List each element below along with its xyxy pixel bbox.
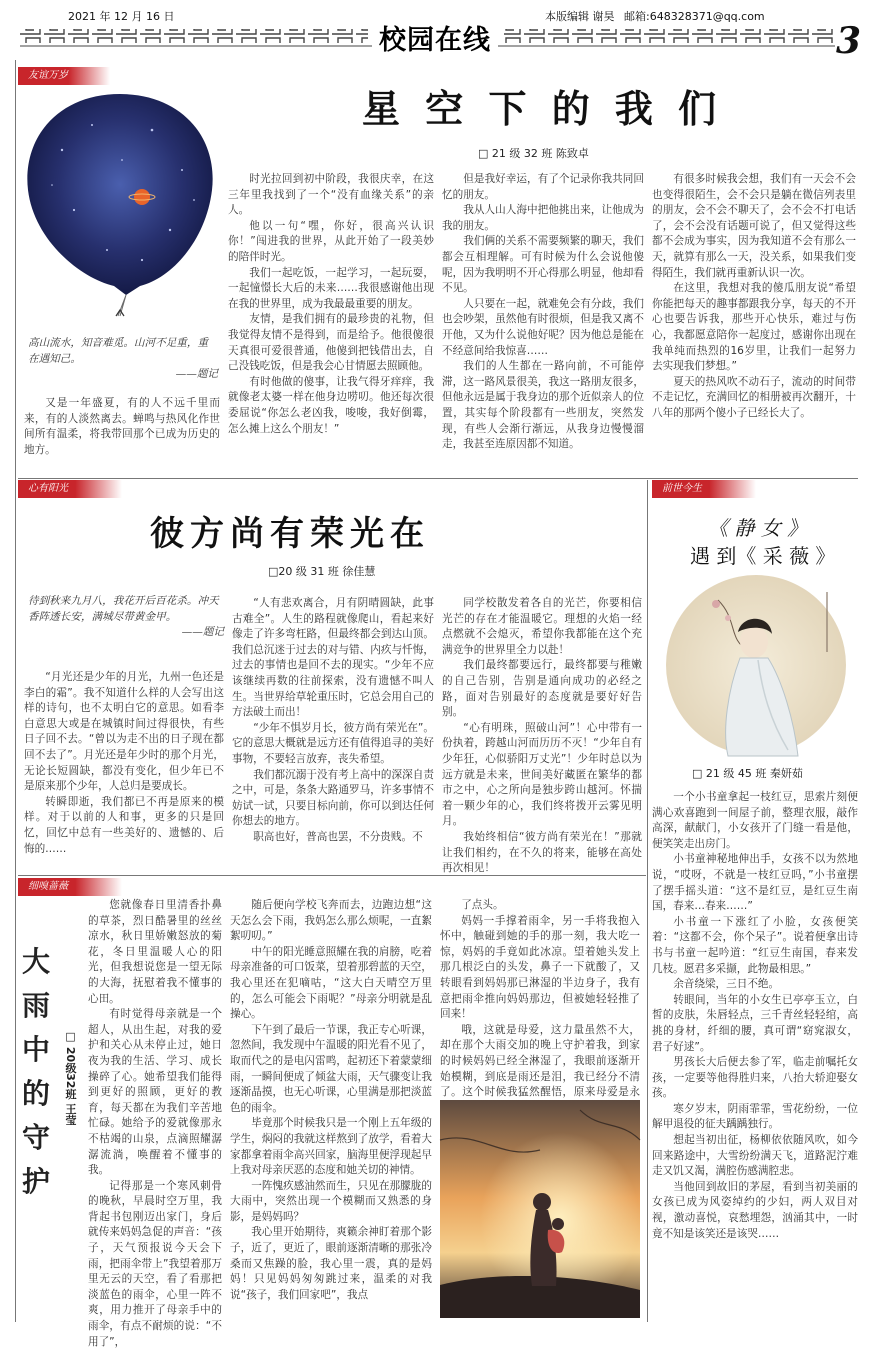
paragraph: 我们一起吃饭，一起学习，一起玩耍，一起憧憬长大后的未来……我很感谢他出现在我的世界里，成为我最最重要的朋友。	[228, 266, 434, 310]
sidebar-title-line-2: 遇 到《 采 薇 》	[690, 544, 836, 568]
paragraph: “心有明珠，照破山河”！心中带有一份执着，跨越山河而历历不灭！“少年自有少年狂，心似骄阳万丈光”！少年时总以为远方就是未来，世间美好藏匿在繁华的都市之中，心之所向是独步跨山越河。怀揣着一颗少年的心，我们终将拨开云雾见明月。	[442, 721, 642, 828]
paragraph: 又是一年盛夏，有的人不远千里而来，有的人淡然离去。蝉鸣与热风化作世间所有温柔，将我带回那个已成为历史的地方。	[24, 397, 220, 456]
article1-column-3	[442, 172, 644, 477]
article2-epigraph-text: 待到秋来九月八，我花开后百花杀。冲天香阵透长安，满城尽带黄金甲。	[28, 595, 219, 623]
article2-column-3	[442, 596, 642, 875]
article1-epigraph-text: 高山流水，知音难觅。山河不足重，重在遇知己。	[28, 337, 209, 365]
paragraph: 人只要在一起，就难免会有分歧，我们也会吵架，虽然他有时很烦，但是我又离不开他，又为什么说他好呢？因为他总是能在不经意间给我惊喜……	[442, 297, 644, 357]
paragraph: 我们都沉溺于没有考上高中的深深自责之中，可是，条条大路通罗马，许多事情不妨试一试，只要目标向前，你可以到达任何你想去的地方。	[232, 768, 434, 828]
paragraph: 我们的人生都在一路向前，不可能停滞，这一路风景很美，我这一路朋友很多，但他永远是属于我身边的那个近似亲人的位置，其实每个阶段都有一些朋友，突然发现，有些人会渐行渐远，从我身边慢慢溜走，我甚至连原因都不知道。	[442, 360, 644, 451]
paragraph: 我始终相信“彼方尚有荣光在！”那就让我们相约，在不久的将来，能够在高处再次相见！	[442, 830, 642, 875]
page-number: 3	[836, 20, 862, 62]
paragraph: 有时他做的傻事，让我气得牙痒痒，我就像老太婆一样在他身边唠叨。他还每次很委屈说“你怎么老凶我，唆唆，我好倒霉，怎么摊上这么个朋友！”	[228, 375, 434, 435]
paragraph: 我们最终都要远行，最终都要与稚嫩的自己告别，告别是通向成功的必经之路，面对告别最好的态度就是要好好告别。	[442, 659, 642, 719]
sidebar-column	[652, 790, 858, 1322]
article2-title: 彼方尚有荣光在	[150, 514, 430, 554]
masthead-date: 2021 年 12 月 16 日	[68, 10, 175, 23]
article2-epigraph	[28, 594, 224, 641]
masthead-email: 邮箱:648328371@qq.com	[624, 10, 765, 23]
article3-title-char: 的	[22, 1077, 51, 1110]
paragraph: “少年不惧岁月长，彼方尚有荣光在”。它的意思大概就是远方还有值得追寻的美好事物，不要轻言放弃，丧失希望。	[232, 721, 434, 765]
paragraph: 记得那是一个寒风刺骨的晚秋，早晨时空万里，我背起书包刚迈出家门，身后就传来妈妈急促的声音：“孩子，天气预报说今天会下雨，把雨伞带上”我望着那万里无云的天空，看了看那把淡蓝色的雨伞，心里一阵不爽，用力推开了母亲手中的雨伞，有点不耐烦的说：“不用了”，	[88, 1179, 222, 1348]
article3-title-char: 中	[22, 1033, 51, 1066]
paragraph: 下午到了最后一节课，我正专心听课，忽然间，我发现中午温暖的阳光看不见了，取而代之的是电闪雷鸣，起初还下着蒙蒙细雨，一瞬间便成了倾盆大雨，天气骤变让我逐渐晶摸，也无心听课，心里满是那把淡蓝色的雨伞。	[230, 1023, 432, 1114]
article2-column-1	[24, 670, 224, 870]
article1-column-1	[24, 396, 220, 476]
article3-column-3	[440, 898, 640, 1099]
paragraph: 毕竟那个时候我只是一个刚上五年级的学生，焖闷的我就这样熬到了放学，看着大家都拿着雨伞高兴回家，脑海里便浮现起早上我对母亲厌恶的态度和她关切的神情。	[230, 1117, 432, 1177]
masthead-section-title: 校园在线	[372, 26, 498, 56]
paragraph: 夏天的热风吹不动石子，流动的时间带不走记忆，充满回忆的相册被再次翻开，十八年的那两个傻小子已经长大了。	[652, 375, 856, 419]
article2-column-2	[232, 596, 434, 870]
divider-1	[18, 478, 858, 479]
paragraph: “人有悲欢离合，月有阴晴圆缺，此事古难全”。人生的路程就像爬山，看起来好像走了许多弯枉路，但最终都会到达山顶。我们总沉迷于过去的对与错、内疚与忏悔，过去的事情也是回不去的现实。“少年不应该继续再数的往前探索，没有遗憾不叫人生。当世界给草轮重压时，它总会用自己的方法破土而出！	[232, 597, 434, 719]
paragraph: 友情，是我们拥有的最珍贵的礼物，但我觉得友情不是得到，而是给予。他很傻很天真很可爱很普通，他傻到把钱借出去，自己没钱吃饭，但是我会心甘情愿去照顾他。	[228, 313, 434, 373]
article1-column-4	[652, 172, 856, 477]
sidebar-tag: 前世今生	[652, 480, 756, 498]
divider-2	[18, 875, 646, 876]
article3-title	[22, 940, 62, 1204]
article3-byline: □ 20级32班 王莹	[64, 1030, 77, 1126]
paragraph: 我从人山人海中把他挑出来，让他成为我的朋友。	[442, 204, 644, 232]
article3-column-2	[230, 898, 432, 1322]
article3-title-char: 雨	[22, 989, 51, 1022]
article3-title-char: 大	[22, 945, 51, 978]
mother-child-rain-illustration	[440, 1100, 640, 1318]
sidebar-byline: □ 21 级 45 班 秦妍茹	[692, 767, 803, 780]
paragraph: 同学校散发着各自的光芒，你要相信光芒的存在才能温暖它。理想的火焰一经点燃就不会熄灭，希望你我都能在这个充满竞争的世界里全力以赴！	[442, 597, 642, 656]
paragraph: 他以一句“嘿，你好，很高兴认识你！”闯进我的世界，从此开始了一段美妙的陪伴时光。	[228, 219, 434, 263]
article2-byline: □20 级 31 班 徐佳慧	[268, 565, 376, 578]
article3-tag: 细嗅蔷薇	[18, 878, 122, 896]
paragraph: 小书童一下涨红了小脸，女孩便笑着：“这都不会，你个呆子”。说着便拿出诗书与书童一起吟道：“红豆生南国，春来发几枝。愿君多采撷，此物最相思。”	[652, 915, 858, 975]
paragraph: 随后便向学校飞奔而去，边跑边想“这天怎么会下雨，我妈怎么那么烦呢，一直絮絮叨叨。”	[230, 899, 432, 943]
article1-tag: 友谊万岁	[18, 67, 110, 85]
paragraph: 一阵愧疚感油然而生，只见在那朦胧的大雨中，突然出现一个模糊而又熟悉的身影，是妈妈吗？	[230, 1179, 432, 1223]
paragraph: 但是我好幸运，有了个记录你我共同回忆的朋友。	[442, 173, 644, 201]
paragraph: 有时觉得母亲就是一个超人，从出生起，对我的爱护和关心从未停止过，她日夜为我的生活、学习、成长操碎了心。她希望我们能得到更好的照顾，更好的教育，每天都在为我们辛苦地忙碌。她给予的爱就像那永不枯竭的山泉，点滴照耀潺潺流淌，唤醒着不懂事的我。	[88, 1008, 222, 1177]
paragraph: 寒夕岁末，阴雨霏霏，雪花纷纷，一位解甲退役的征夫踽踽独行。	[652, 1102, 858, 1131]
paragraph: 职高也好，普高也罢，不分贵贱。不	[253, 830, 423, 843]
article1-epigraph-source: ——题记	[175, 368, 218, 381]
paragraph: 当他回到故旧的茅屋，看到当初美丽的女孩已成为风姿绰约的少妇，两人双目对视，激动喜悦，哀愁埋怨，汹涌其中，一时竟不知是该笑还是该哭……	[652, 1180, 858, 1240]
ancient-lady-painting	[658, 570, 858, 760]
paragraph: 您就像春日里清香扑鼻的草茶，烈日酷暑里的丝丝凉水，秋日里娇嫩怒放的菊花，冬日里温暖人心的阳光，但我想说您是一望无际的大海，抚慰着我不懂事的心田。	[88, 899, 222, 1005]
paragraph: 时光拉回到初中阶段，我很庆幸，在这三年里我找到了一个“没有血缘关系”的亲人。	[228, 173, 434, 217]
left-margin-rule	[15, 60, 16, 1322]
paragraph: 转眼间，当年的小女生已亭亭玉立，白皙的皮肤，朱唇轻点，三千青丝轻轻绾，高挑的身材，纤细的腰，真可谓“窈窕淑女，君子好逑”。	[652, 993, 858, 1053]
starry-balloon-illustration	[22, 90, 218, 325]
article2-epigraph-source: ——题记	[181, 626, 224, 639]
sidebar-divider	[647, 480, 648, 1322]
paragraph: 男孩长大后便去参了军，临走前嘱托女孩，一定要等他得胜归来，八抬大轿迎娶女孩。	[652, 1056, 858, 1100]
article3-title-char: 护	[22, 1165, 51, 1198]
article1-column-2	[228, 172, 434, 477]
paragraph: 中午的阳光睡意照耀在我的肩膀，吃着母亲准备的可口饭菜，望着那碧蓝的天空，我心里还在犯嘀咕，“这大白天晴空万里的，怎么可能会下雨呢？”母亲分明就是乱操心。	[230, 945, 432, 1021]
article3-title-char: 守	[22, 1121, 51, 1154]
paragraph: 一个小书童拿起一枝红豆，思索片刻便满心欢喜跑到一间屋子前，整理衣服，敲作高深，献献门，小女孩开了门缝一看是他，便笑笑走出房门。	[652, 791, 858, 850]
article1-epigraph	[28, 336, 218, 383]
masthead-editor: 本版编辑 谢昊	[545, 10, 615, 23]
paragraph: 我们俩的关系不需要频繁的聊天，我们都会互相理解。可有时候为什么会说他傻呢，因为我明明不开心得那么明显，他却看不见。	[442, 235, 644, 295]
paragraph: “月光还是少年的月光，九州一色还是李白的霜”。我不知道什么样的人会写出这样的诗句，也不太明白它的意思。如看李白意思大或是在城镇时间过得很快，有些日子回不去。“曾以为走不出的日子现在都回不去了”。月光还是年少时的那个月光，无论长短圆缺，都没有变化，但少年已不是原来那个少年，人总归是要成长。	[24, 671, 224, 793]
paragraph: 我心里开始期待，爽籁余神盯着那个影子，近了，更近了，眼前逐渐清晰的那张冷桑而又焦躁的脸，我心里一震，真的是妈妈！只见妈妈匆匆跳过来，温柔的对我说“孩子，我们回家吧”，我点	[230, 1226, 432, 1301]
article1-byline: □ 21 级 32 班 陈致卓	[478, 147, 589, 160]
paragraph: 了点头。	[461, 899, 504, 911]
article3-column-1	[88, 898, 222, 1348]
paragraph: 妈妈一手撑着雨伞，另一手将我抱入怀中，触碰到她的手的那一刻，我大吃一惊，妈妈的手竟如此冰凉。望着她头发上那几根泛白的头发，鼻子一下就酸了，又转眼看到妈妈那已淋湿的半边身子，我有意把雨伞推向妈妈那边，但被她轻轻推了回来！	[440, 914, 640, 1021]
article2-tag: 心有阳光	[18, 480, 122, 498]
paragraph: 小书童神秘地伸出手，女孩不以为然地说，“哎呀，不就是一枝红豆吗，”小书童摆了摆手摇头道：“这不是红豆，是红豆生南国，春来…春来……”	[652, 853, 858, 913]
article1-title: 星 空 下 的 我 们	[362, 86, 723, 131]
paragraph: 有很多时候我会想，我们有一天会不会也变得很陌生，会不会只是躺在微信列表里的朋友，会不会不聊天了，会不会不打电话了，会不会没有话题可说了，但又觉得这些都不会成为事实，因为我知道不会有那么一天，就算有那么一天，没关系，如果我们变得陌生，我们就再重新认识一次。	[652, 173, 856, 279]
paragraph: 在这里，我想对我的傻瓜朋友说“希望你能把每天的趣事都跟我分享，每天的不开心也要告诉我，那些开心快乐，难过与伤心，我都愿意陪你一起度过，感谢你出现在我单纯而热烈的16岁里，让我们一起努力去实现我们梦想。”	[652, 282, 856, 373]
paragraph: 哦，这就是母爱，这力量虽然不大，却在那个大雨交加的晚上守护着我，到家的时候妈妈已经全淋湿了，我眼前逐渐开始模糊，到底是雨还是泪，我已经分不清了。这个时候我猛然醒悟，原来母爱是永	[440, 1023, 640, 1099]
sidebar-title-line-1: 《 静 女 》	[708, 516, 808, 540]
paragraph: 余音绕梁，三日不绝。	[673, 978, 780, 991]
paragraph: 想起当初出征，杨柳依依随风吹，如今回来路途中，大雪纷纷满天飞，道路泥泞难走又饥又渴，满腔伤感满腔悲。	[652, 1134, 858, 1178]
paragraph: 转瞬即逝，我们都已不再是原来的模样。对于以前的人和事，更多的只是回忆，回忆中总有一些美好的、遗憾的、后悔的……	[24, 795, 224, 855]
